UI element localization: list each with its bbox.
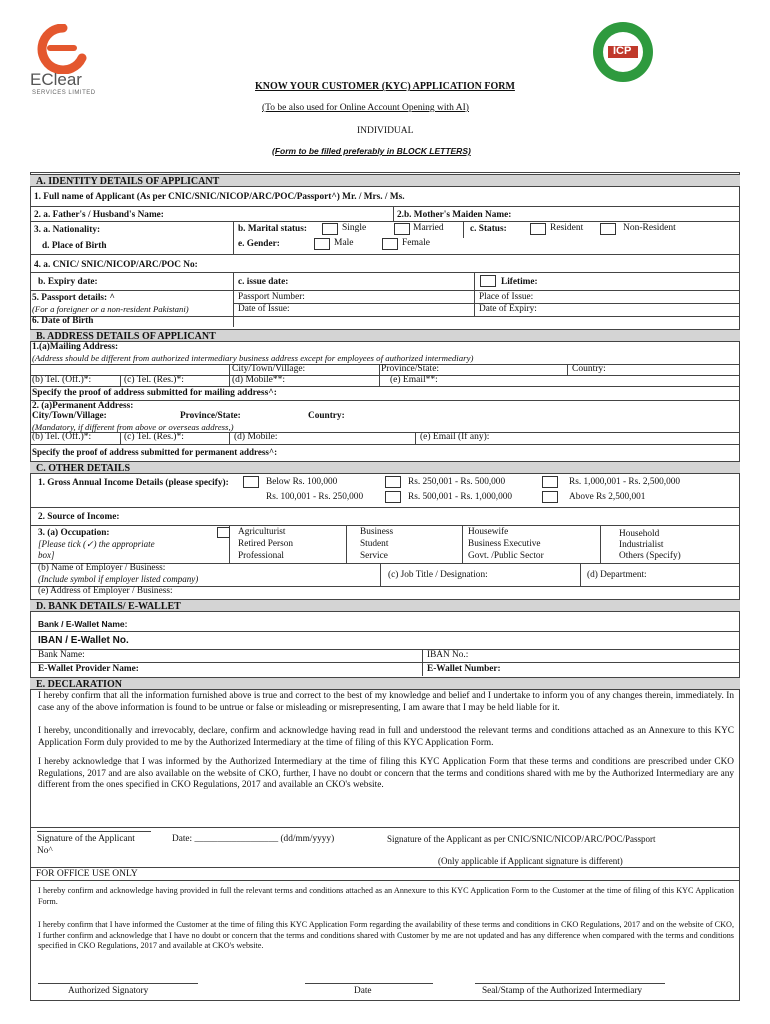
logo-subtitle: SERVICES LIMITED bbox=[32, 90, 96, 96]
income-range-4-checkbox[interactable] bbox=[385, 491, 401, 503]
block-letters-note: (Form to be filled preferably in BLOCK LETTERS) bbox=[272, 146, 471, 156]
status-label: c. Status: bbox=[470, 224, 507, 234]
single-checkbox[interactable] bbox=[322, 223, 338, 235]
office-border bbox=[30, 828, 740, 1001]
mailing-address-note: (Address should be different from authorized intermediary business address except for employees of authorized intermediary) bbox=[32, 353, 474, 363]
office-paragraph-1: I hereby confirm and acknowledge having provided in full the relevant terms and conditions attached as an Annexure to this KYC Application Form to the Customer at the time of filing of this KYC Application Form. bbox=[38, 886, 734, 906]
proof-mailing-label: Specify the proof of address submitted for mailing address^: bbox=[32, 388, 277, 398]
agriculturist-checkbox[interactable] bbox=[217, 527, 230, 538]
occ-others: Others (Specify) bbox=[619, 551, 681, 561]
passport-note: (For a foreigner or a non-resident Pakistani) bbox=[32, 304, 189, 314]
tel-res2-label: (c) Tel. (Res.)*: bbox=[124, 432, 184, 442]
city2-label: City/Town/Village: bbox=[32, 411, 107, 421]
form-subtitle: (To be also used for Online Account Opening with AI) bbox=[262, 103, 469, 113]
ewallet-provider-label: E-Wallet Provider Name: bbox=[38, 664, 139, 674]
tel-off2-label: (b) Tel. (Off.)*: bbox=[32, 432, 92, 442]
job-title-label: (c) Job Title / Designation: bbox=[388, 570, 488, 580]
marital-status-label: b. Marital status: bbox=[238, 224, 307, 234]
email-label: (e) Email**: bbox=[390, 375, 438, 385]
occ-govt: Govt. /Public Sector bbox=[468, 551, 544, 561]
income-range-1: Below Rs. 100,000 bbox=[266, 477, 338, 487]
province-label: Province/State: bbox=[381, 364, 440, 374]
place-of-birth-label: d. Place of Birth bbox=[42, 241, 107, 251]
country2-label: Country: bbox=[308, 411, 345, 421]
occupation-note-2: box] bbox=[38, 550, 55, 560]
occ-housewife: Housewife bbox=[468, 527, 509, 537]
applicant-no-label: No^ bbox=[37, 846, 53, 856]
mother-name-label: 2.b. Mother's Maiden Name: bbox=[397, 210, 512, 220]
passport-details-label: 5. Passport details: ^ bbox=[32, 293, 115, 303]
signature-date-label: Date: __________________ (dd/mm/yyyy) bbox=[172, 834, 335, 844]
declaration-paragraph-1: I hereby confirm that all the information furnished above is true and correct to the best of my knowledge and belief and I undertake to inform you of any changes therein, immediately. In case any of the above information is found to be untrue or false or misleading or misrepresenting, I am aware that I may be held liable for it. bbox=[38, 691, 734, 713]
seal-stamp-label: Seal/Stamp of the Authorized Intermediary bbox=[482, 986, 643, 996]
tel-res-label: (c) Tel. (Res.)*: bbox=[124, 375, 184, 385]
gender-label: e. Gender: bbox=[238, 239, 280, 249]
female-checkbox[interactable] bbox=[382, 238, 398, 250]
married-label: Married bbox=[413, 223, 444, 233]
mailing-address-label: 1.(a)Mailing Address: bbox=[32, 342, 119, 352]
date-of-birth-label: 6. Date of Birth bbox=[32, 316, 94, 326]
father-name-label: 2. a. Father's / Husband's Name: bbox=[34, 210, 164, 220]
eclear-logo bbox=[28, 24, 98, 104]
income-range-3: Rs. 250,001 - Rs. 500,000 bbox=[408, 477, 506, 487]
place-of-issue-label: Place of Issue: bbox=[479, 292, 534, 302]
resident-label: Resident bbox=[550, 223, 584, 233]
tel-off-label: (b) Tel. (Off.)*: bbox=[32, 375, 92, 385]
income-range-2: Rs. 100,001 - Rs. 250,000 bbox=[266, 492, 364, 502]
employer-note: (Include symbol if employer listed company) bbox=[38, 574, 199, 584]
permanent-address-label: 2. (a)Permanent Address: bbox=[32, 401, 134, 411]
female-label: Female bbox=[402, 238, 430, 248]
form-title: KNOW YOUR CUSTOMER (KYC) APPLICATION FORM bbox=[255, 81, 515, 92]
cnic-label: 4. a. CNIC/ SNIC/NICOP/ARC/POC No: bbox=[34, 260, 198, 270]
expiry-date-label: b. Expiry date: bbox=[38, 277, 98, 287]
bank-name-label: Bank Name: bbox=[38, 650, 85, 660]
proof-permanent-label: Specify the proof of address submitted for permanent address^: bbox=[32, 447, 278, 457]
signature-per-cnic-label: Signature of the Applicant as per CNIC/SNIC/NICOP/ARC/POC/Passport bbox=[387, 834, 656, 844]
email2-label: (e) Email (If any): bbox=[420, 432, 490, 442]
occ-agriculturist: Agriculturist bbox=[238, 527, 286, 537]
income-range-6-checkbox[interactable] bbox=[542, 491, 558, 503]
logo-name: EClear bbox=[30, 70, 82, 89]
form-type: INDIVIDUAL bbox=[357, 126, 414, 136]
issue-date-label: c. issue date: bbox=[238, 277, 289, 287]
occ-business-executive: Business Executive bbox=[468, 539, 541, 549]
authorized-signatory-label: Authorized Signatory bbox=[68, 986, 149, 996]
occ-household: Household bbox=[619, 529, 660, 539]
bank-ewallet-name-label: Bank / E-Wallet Name: bbox=[38, 619, 128, 629]
declaration-paragraph-3: I hereby acknowledge that I was informed by the Authorized Intermediary at the time of filing this KYC Application Form that these terms and conditions are prescribed under CKO Regulations, 2017 and are also available on the website of CKO, further, I have no doubt or concern that the terms and conditions shared with me by the Authorized Intermediary are any different from the ones specified in CKO Regulations, 2017 and available an CKO's website. bbox=[38, 757, 734, 790]
section-c-header: C. OTHER DETAILS bbox=[30, 461, 740, 474]
source-of-income-label: 2. Source of Income: bbox=[38, 512, 120, 522]
income-label: 1. Gross Annual Income Details (please specify): bbox=[38, 478, 229, 488]
country-label: Country: bbox=[572, 364, 606, 374]
occ-retired: Retired Person bbox=[238, 539, 293, 549]
resident-checkbox[interactable] bbox=[530, 223, 546, 235]
full-name-label: 1. Full name of Applicant (As per CNIC/SNIC/NICOP/ARC/POC/Passport^) Mr. / Mrs. / Ms. bbox=[34, 192, 405, 202]
city-label: City/Town/Village: bbox=[232, 364, 306, 374]
nationality-label: 3. a. Nationality: bbox=[34, 225, 101, 235]
lifetime-checkbox[interactable] bbox=[480, 275, 496, 287]
income-range-1-checkbox[interactable] bbox=[243, 476, 259, 488]
income-range-4: Rs. 500,001 - Rs. 1,000,000 bbox=[408, 492, 513, 502]
occ-business: Business bbox=[360, 527, 394, 537]
applicant-signature-label: Signature of the Applicant bbox=[37, 834, 135, 844]
section-a-header: A. IDENTITY DETAILS OF APPLICANT bbox=[30, 174, 740, 187]
eclear-logo-mark bbox=[28, 24, 98, 74]
icp-seal bbox=[591, 20, 655, 84]
office-paragraph-2: I hereby confirm that I have informed the Customer at the time of filing this KYC Application Form regarding the availability of these terms and conditions in CKO Regulations, 2017 and on the website of CKO, I further confirm and acknowledge that I have no doubt or concern that the terms and conditions shared with Customer by me are not updated and has any difference when compared with the terms and conditions specified in CKO Regulations, 2017 and available at CKO's website. bbox=[38, 920, 734, 950]
office-date-label: Date bbox=[354, 986, 372, 996]
employer-address-label: (e) Address of Employer / Business: bbox=[38, 586, 173, 596]
occ-industrialist: Industrialist bbox=[619, 540, 664, 550]
office-use-title: FOR OFFICE USE ONLY bbox=[36, 869, 138, 879]
income-range-3-checkbox[interactable] bbox=[385, 476, 401, 488]
lifetime-label: Lifetime: bbox=[501, 277, 538, 287]
declaration-paragraph-2: I hereby, unconditionally and irrevocably, declare, confirm and acknowledge having read in full and understood the relevant terms and conditions attached as an Annexure to this KYC Application Form duly provided to me by the Authorized Intermediary at the time of filing of this KYC Application Form. bbox=[38, 726, 734, 748]
single-label: Single bbox=[342, 223, 367, 233]
section-e-header: E. DECLARATION bbox=[30, 677, 740, 690]
signature-only-label: (Only applicable if Applicant signature is different) bbox=[438, 856, 623, 866]
iban-no-label: IBAN No.: bbox=[427, 650, 469, 660]
ewallet-number-label: E-Wallet Number: bbox=[427, 664, 501, 674]
nonresident-checkbox[interactable] bbox=[600, 223, 616, 235]
date-of-issue-label: Date of Issue: bbox=[238, 304, 290, 314]
department-label: (d) Department: bbox=[587, 570, 647, 580]
mobile-label: (d) Mobile**: bbox=[232, 375, 286, 385]
iban-ewallet-label: IBAN / E-Wallet No. bbox=[38, 635, 129, 646]
income-range-5-checkbox[interactable] bbox=[542, 476, 558, 488]
mobile2-label: (d) Mobile: bbox=[234, 432, 278, 442]
employer-label: (b) Name of Employer / Business: bbox=[38, 563, 166, 573]
section-d-header: D. BANK DETAILS/ E-WALLET bbox=[30, 599, 740, 612]
section-b-header: B. ADDRESS DETAILS OF APPLICANT bbox=[30, 329, 740, 342]
male-label: Male bbox=[334, 238, 354, 248]
occ-service: Service bbox=[360, 551, 388, 561]
income-range-5: Rs. 1,000,001 - Rs. 2,500,000 bbox=[569, 477, 681, 487]
married-checkbox[interactable] bbox=[394, 223, 410, 235]
permanent-note: (Mandatory, if different from above or overseas address,) bbox=[32, 422, 234, 432]
occupation-label: 3. (a) Occupation: bbox=[38, 528, 110, 538]
occ-professional: Professional bbox=[238, 551, 284, 561]
occupation-note-1: [Please tick (✓) the appropriate bbox=[38, 539, 155, 549]
date-of-expiry-label: Date of Expiry: bbox=[479, 304, 537, 314]
occ-student: Student bbox=[360, 539, 389, 549]
province2-label: Province/State: bbox=[180, 411, 241, 421]
male-checkbox[interactable] bbox=[314, 238, 330, 250]
passport-number-label: Passport Number: bbox=[238, 292, 305, 302]
seal-text: ICP bbox=[613, 45, 632, 57]
nonresident-label: Non-Resident bbox=[623, 223, 676, 233]
income-range-6: Above Rs 2,500,001 bbox=[569, 492, 646, 502]
